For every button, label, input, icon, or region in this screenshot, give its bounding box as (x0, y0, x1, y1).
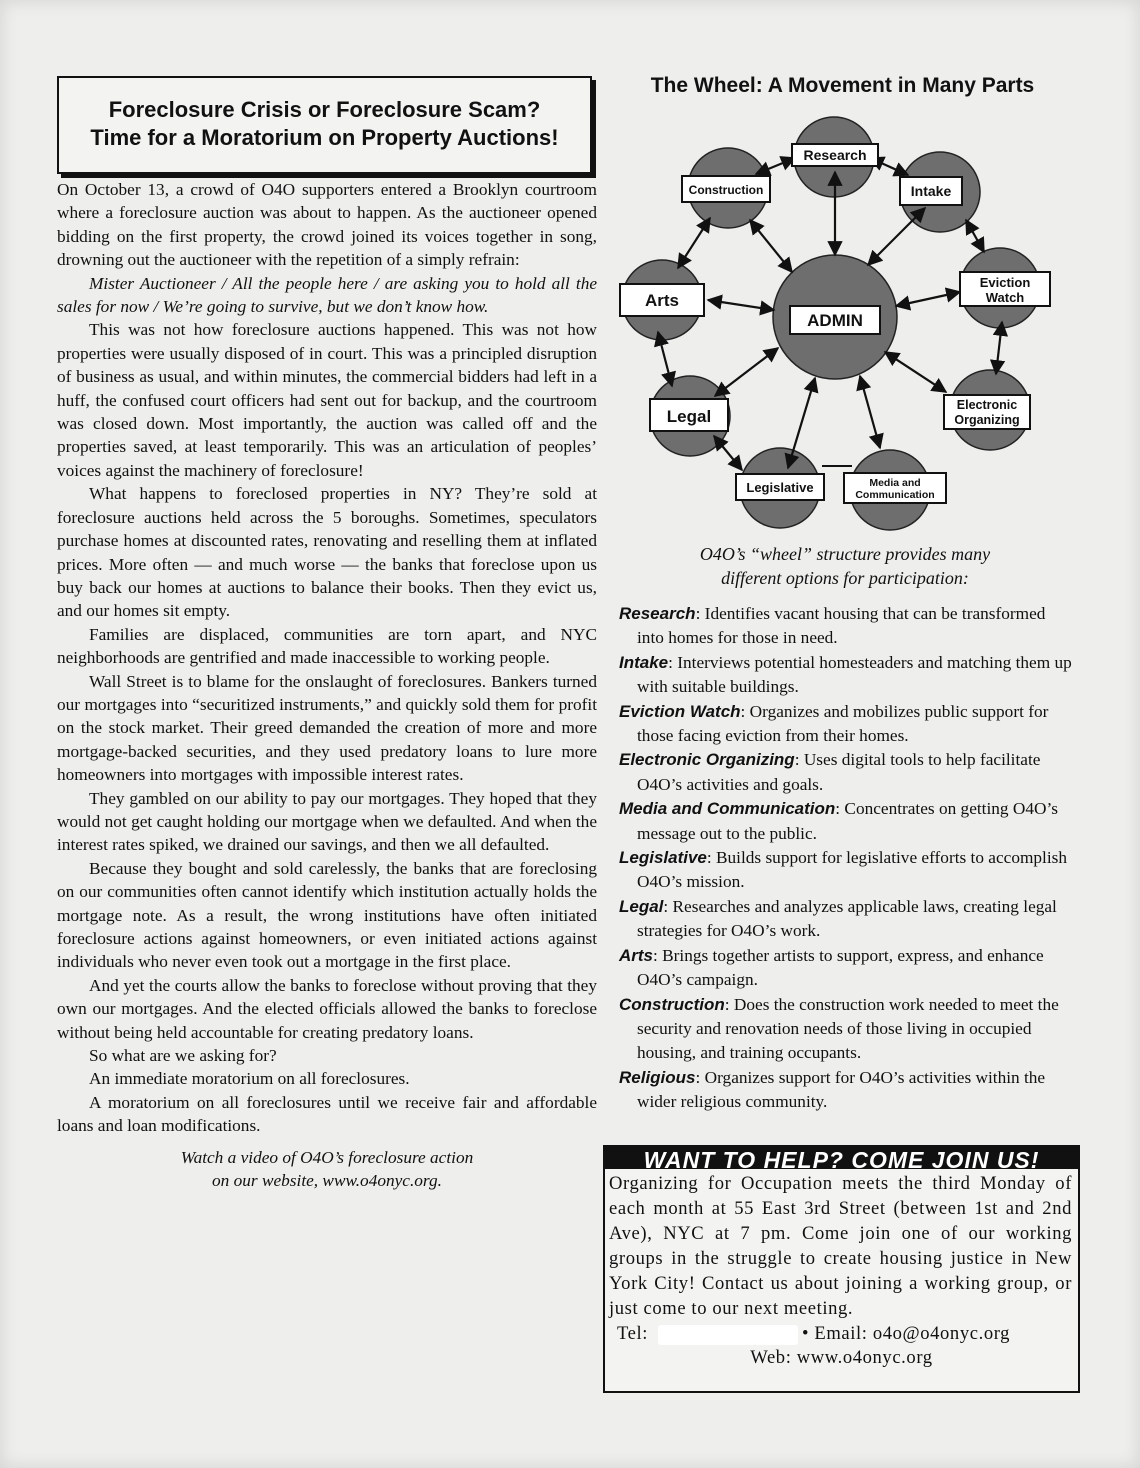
role-description: : Brings together artists to support, express, and enhance O4O’s campaign. (637, 945, 1044, 990)
article-paragraph: This was not how foreclosure auctions happened. This was not how properties were usually disposed of in court. This was a principled disruption of business as usual, and within minutes, the commercial bidders had left in a huff, the confused court officers had sent out for backup, and the courtroom was closed down. Most importantly, the auction was called off and the properties saved, at least temporarily. This was an articulation of peoples’ voices against the machinery of foreclosure! (57, 320, 597, 480)
wheel-caption-line-1: O4O’s “wheel” structure provides many (699, 544, 991, 564)
role-name: Legislative (619, 848, 707, 868)
video-caption (57, 1146, 597, 1193)
role-description: : Does the construction work needed to meet the security and renovation needs of those living in occupied housing, and training occupants. (637, 994, 1059, 1063)
arrow-admin-arts (708, 300, 774, 310)
song-lyrics: Mister Auctioneer / All the people here / are asking you to hold all the sales for now / We’re going to survive, but we don’t know how. (57, 273, 597, 317)
role-item (619, 944, 1074, 993)
tel-label: Tel: (617, 1323, 649, 1344)
arrow-admin-legal (715, 348, 778, 396)
legislative-label: Legislative (746, 480, 814, 495)
web-line[interactable]: Web: www.o4onyc.org (750, 1347, 933, 1368)
eviction-label-1: Eviction (979, 275, 1031, 290)
headline-line-2: Time for a Moratorium on Property Auctions! (90, 125, 559, 150)
arts-label: Arts (644, 291, 680, 310)
eviction-label-2: Watch (985, 290, 1025, 305)
role-name: Eviction Watch (619, 701, 741, 721)
headline-box (57, 76, 592, 174)
arrow-admin-eviction (896, 292, 960, 306)
arrow-intake-eviction (966, 220, 984, 252)
role-item (619, 700, 1074, 749)
article-paragraph: A moratorium on all foreclosures until we receive fair and affordable loans and loan modifications. (57, 1092, 597, 1136)
role-name: Religious (619, 1067, 696, 1087)
redacted-phone (658, 1325, 798, 1345)
electronic-label-2: Organizing (954, 413, 1020, 427)
arrow-eviction-electronic (996, 322, 1002, 374)
role-description: : Concentrates on getting O4O’s message out to the public. (637, 799, 1058, 843)
arrow-admin-electronic (885, 352, 946, 392)
headline-line-1: Foreclosure Crisis or Foreclosure Scam? (108, 97, 541, 122)
article-paragraph: An immediate moratorium on all foreclosures. (89, 1069, 410, 1089)
role-description: : Researches and analyzes applicable laws, creating legal strategies for O4O’s work. (637, 896, 1057, 941)
article-body (57, 178, 597, 1192)
role-name: Intake (619, 652, 669, 672)
construction-label: Construction (688, 183, 764, 197)
wheel-caption (615, 542, 1075, 590)
arrow-construction-arts (678, 218, 710, 268)
role-item (619, 651, 1074, 700)
article-paragraph: So what are we asking for? (89, 1046, 277, 1066)
role-description: : Interviews potential homesteaders and matching them up with suitable buildings. (637, 652, 1072, 697)
article-paragraph: They gambled on our ability to pay our mortgages. They hoped that they would not get caught holding our mortgage when we defaulted. And when the interest rates spiked, we drained our savings, and then we all defaulted. (57, 788, 597, 855)
intake-label: Intake (910, 183, 952, 199)
join-text (605, 1169, 1078, 1321)
role-item (619, 602, 1074, 651)
media-label-1: Media and (869, 477, 921, 489)
join-banner: WANT TO HELP? COME JOIN US! (605, 1147, 1078, 1169)
electronic-label-1: Electronic (956, 398, 1018, 412)
role-name: Construction (619, 994, 725, 1014)
email-text[interactable]: • Email: o4o@o4onyc.org (802, 1323, 1011, 1344)
role-name: Research (619, 604, 696, 623)
wheel-title: The Wheel: A Movement in Many Parts (650, 74, 1035, 97)
article-paragraph: Because they bought and sold carelessly, the banks that are foreclosing on our communities often cannot identify which institution actually holds the mortgage note. As a result, the wrong institutions have often initiated foreclosure actions against homeowners, or even initiated actions against individuals who never even took out a mortgage in the first place. (57, 858, 597, 972)
wheel-caption-line-2: different options for participation: (721, 568, 969, 588)
arrow-admin-construction (750, 220, 792, 272)
article-paragraph: Families are displaced, communities are torn apart, and NYC neighborhoods are gentrified and made inaccessible to working people. (57, 624, 597, 668)
article-paragraph: Wall Street is to blame for the onslaught of foreclosures. Bankers turned our mortgages into “securitized instruments,” and quickly sold them for profit on the stock market. Their greed demanded the creation of more and more mortgage-backed securities, and they used predatory loans to lure more homeowners into mortgages with impossible interest rates. (57, 671, 597, 785)
role-description: : Organizes support for O4O’s activities within the wider religious community. (637, 1067, 1046, 1112)
roles-list (619, 602, 1074, 1115)
media-label-2: Communication (855, 489, 935, 501)
role-description: : Builds support for legislative efforts to accomplish O4O’s mission. (637, 848, 1068, 892)
join-box (603, 1145, 1080, 1393)
research-label: Research (803, 147, 867, 163)
role-item (619, 895, 1074, 944)
contact-line (605, 1321, 1078, 1346)
role-item (619, 748, 1074, 797)
article-paragraph: And yet the courts allow the banks to foreclose without proving that they own our mortgages. And the elected officials allowed the banks to foreclose without being held accountable for creating predatory loans. (57, 975, 597, 1042)
role-description: : Identifies vacant housing that can be transformed into homes for those in need. (637, 604, 1046, 648)
role-name: Legal (619, 896, 664, 916)
role-description: : Uses digital tools to help facilitate O4O’s activities and goals. (637, 750, 1041, 794)
admin-label: ADMIN (807, 311, 863, 330)
arrow-admin-media (860, 376, 880, 448)
video-caption-line-2: on our website, www.o4onyc.org. (212, 1171, 442, 1191)
role-item (619, 993, 1074, 1066)
video-caption-line-1: Watch a video of O4O’s foreclosure action (180, 1147, 474, 1167)
role-item (619, 1066, 1074, 1115)
role-name: Media and Communication (619, 799, 836, 819)
role-name: Electronic Organizing (619, 750, 795, 770)
article-paragraph: What happens to foreclosed properties in NY? They’re sold at foreclosure auctions held across the 5 boroughs. Sometimes, speculators purchase homes at discounted rates, renovating and reselling them at inflated prices. More often — and much worse — the banks that foreclose upon us buy back our homes at auctions to balance their books. Then they evict us, and our homes sit empty. (57, 484, 597, 621)
role-item (619, 797, 1074, 846)
legal-label: Legal (666, 407, 712, 426)
join-paragraph: Organizing for Occupation meets the third Monday of each month at 55 East 3rd Street (between 1st and 2nd Ave), NYC at 7 pm. Come join one of our working groups in the struggle to create housing justice in New York City! Contact us about joining a working group, or just come to our next meeting. (609, 1173, 1072, 1319)
role-item (619, 846, 1074, 895)
article-paragraph: On October 13, a crowd of O4O supporters entered a Brooklyn courtroom where a foreclosure auction was about to happen. As the auctioneer opened bidding on the first property, the crowd joined its voices together in song, drowning out the auctioneer with the repetition of a simply refrain: (57, 180, 597, 270)
role-name: Arts (619, 945, 654, 965)
wheel-diagram (610, 110, 1055, 540)
arrow-admin-intake (868, 208, 925, 265)
arrow-legal-legislative (714, 436, 742, 470)
role-description: : Organizes and mobilizes public support for those facing eviction from their homes. (637, 701, 1049, 746)
